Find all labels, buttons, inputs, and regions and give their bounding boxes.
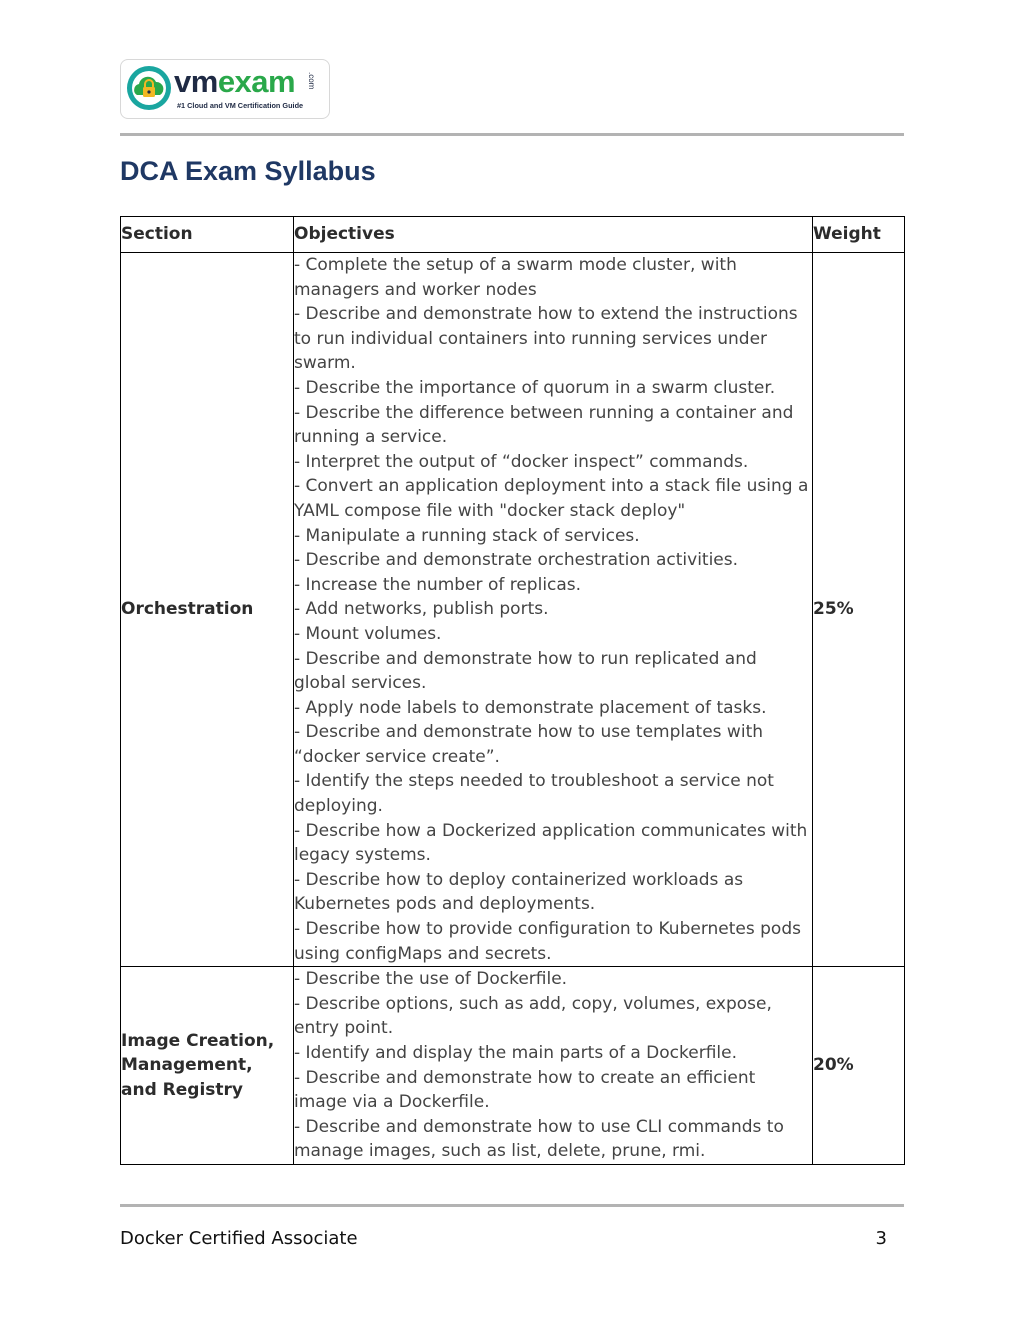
objective-item: - Describe and demonstrate how to use CLI commands to manage images, such as list, delete, prune, rmi. xyxy=(294,1116,784,1162)
logo-wordmark: vmexam xyxy=(174,64,296,99)
logo-tagline: #1 Cloud and VM Certification Guide xyxy=(177,101,304,110)
table-header-row xyxy=(121,217,905,253)
page-number: 3 xyxy=(875,1228,887,1249)
objectives-cell xyxy=(294,967,813,1165)
objective-item: - Add networks, publish ports. xyxy=(294,599,549,620)
cloud-lock-icon xyxy=(125,64,173,112)
header-divider xyxy=(120,133,904,136)
section-cell: Orchestration xyxy=(121,253,294,967)
objective-item: - Mount volumes. xyxy=(294,623,442,644)
objective-item: - Describe and demonstrate how to use templates with “docker service create”. xyxy=(294,722,764,767)
objective-item: - Describe how a Dockerized application communicates with legacy systems. xyxy=(294,820,808,866)
weight-cell: 20% xyxy=(813,967,905,1165)
objective-item: - Apply node labels to demonstrate placement of tasks. xyxy=(294,697,767,718)
objective-item: - Complete the setup of a swarm mode cluster, with managers and worker nodes xyxy=(294,255,737,300)
objective-item: - Describe and demonstrate orchestration activities. xyxy=(294,550,739,571)
column-header-objectives: Objectives xyxy=(294,217,813,253)
logo-dotcom: .com xyxy=(307,72,316,90)
vmexam-logo xyxy=(120,59,330,119)
page-title: DCA Exam Syllabus xyxy=(120,156,376,186)
objective-item: - Describe how to provide configuration to Kubernetes pods using configMaps and secrets. xyxy=(294,919,801,964)
objective-item: - Describe the use of Dockerfile. xyxy=(294,969,568,990)
objective-item: - Describe and demonstrate how to run replicated and global services. xyxy=(294,648,757,694)
objectives-cell xyxy=(294,253,813,967)
footer-title: Docker Certified Associate xyxy=(120,1228,358,1249)
objective-item: - Describe the difference between running a container and running a service. xyxy=(294,402,794,448)
objective-item: - Describe options, such as add, copy, volumes, expose, entry point. xyxy=(294,993,772,1039)
weight-cell: 25% xyxy=(813,253,905,967)
table-row xyxy=(121,253,905,967)
objective-item: - Describe and demonstrate how to extend the instructions to run individual containers into running services under swarm. xyxy=(294,304,798,374)
table-row xyxy=(121,967,905,1165)
syllabus-table xyxy=(120,216,905,1165)
objective-item: - Increase the number of replicas. xyxy=(294,574,582,595)
objective-item: - Describe and demonstrate how to create an efficient image via a Dockerfile. xyxy=(294,1067,756,1113)
objective-item: - Identify the steps needed to troubleshoot a service not deploying. xyxy=(294,771,774,817)
objective-item: - Identify and display the main parts of a Dockerfile. xyxy=(294,1043,738,1063)
objective-item: - Describe the importance of quorum in a swarm cluster. xyxy=(294,377,776,398)
footer-divider xyxy=(120,1204,904,1207)
objective-item: - Interpret the output of “docker inspect” commands. xyxy=(294,451,749,472)
objective-item: - Manipulate a running stack of services. xyxy=(294,525,640,546)
column-header-weight: Weight xyxy=(813,217,905,253)
column-header-section: Section xyxy=(121,217,294,253)
section-cell: Image Creation, Management, and Registry xyxy=(121,967,294,1165)
objective-item: - Describe how to deploy containerized workloads as Kubernetes pods and deployments. xyxy=(294,869,744,915)
objective-item: - Convert an application deployment into a stack file using a YAML compose file with "docker stack deploy" xyxy=(294,476,809,521)
